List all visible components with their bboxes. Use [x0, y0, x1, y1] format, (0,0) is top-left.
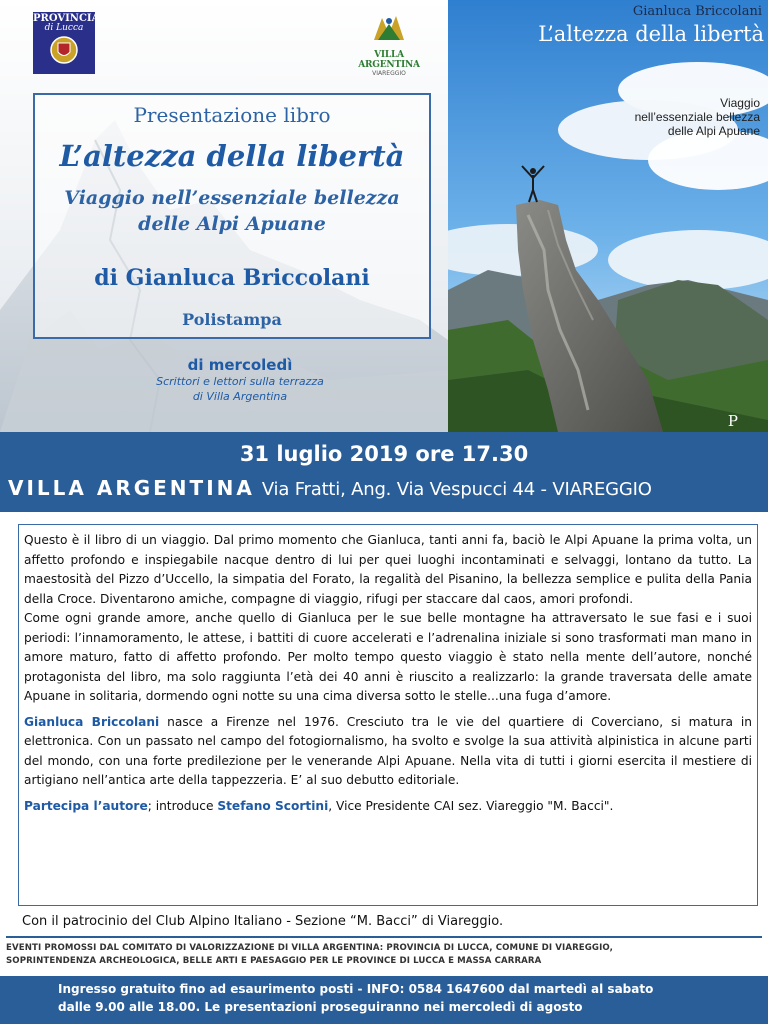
cover-subtitle-line: Viaggio — [720, 96, 760, 110]
event-date-time: 31 luglio 2019 ore 17.30 — [239, 442, 529, 466]
footer-line-1: Ingresso gratuito fino ad esaurimento posti - INFO: 0584 1647600 dal martedì al sabato — [58, 982, 654, 996]
info-footer — [0, 976, 768, 1024]
crest-icon — [49, 35, 79, 65]
book-title: L’altezza della libertà — [59, 139, 405, 173]
organizers-note — [6, 942, 762, 968]
description-box — [18, 524, 758, 906]
provincia-logo-subtitle: di Lucca — [44, 23, 84, 33]
book-author: di Gianluca Briccolani — [94, 265, 370, 291]
cover-subtitle-line: delle Alpi Apuane — [667, 124, 760, 138]
cover-landscape — [448, 0, 768, 432]
book-cover-image — [448, 0, 768, 432]
event-venue — [8, 476, 652, 500]
series-label — [150, 356, 330, 404]
description-paragraph-1: Questo è il libro di un viaggio. Dal primo momento che Gianluca, tanti anni fa, baciò le Alpi Apuane la prima volta, un affetto profondo e inspiegabile nacque dentro di lui per quei luoghi incontaminati e selvaggi, lontano da tutto. La maestosità del Pizzo d’Uccello, la simpatia del Forato, la regalità del Pisanino, la bellezza semplice e pulita della Pania della Croce. Diventarono amiche, compagne di viaggio, rifugi per staccare dal caos, amori profondi. — [24, 533, 752, 606]
participants-line — [24, 797, 752, 817]
villa-logo-title: VILLA ARGENTINA — [358, 50, 420, 70]
book-publisher: Polistampa — [182, 310, 282, 329]
event-title-box — [33, 93, 431, 339]
villa-argentina-logo — [348, 12, 430, 77]
bio-text: nasce a Firenze nel 1976. Cresciuto tra le vie del quartiere di Coverciano, si matura in elettronica. Con un passato nel campo del fotogiornalismo, ha svolto e svolge la sua attività alpinistica in alcune parti del mondo, con una forte predilezione per le venerande Alpi Apuane. Nella vita di tutti i giorni esercita il mestiere di artigiano nell’antica arte della tappezzeria. E’ al suo debutto editoriale. — [24, 714, 752, 787]
book-subtitle-line-1: Viaggio nell’essenziale bellezza — [64, 187, 400, 209]
author-bio — [24, 713, 752, 791]
venue-address: Via Fratti, Ang. Via Vespucci 44 - VIAREGGIO — [261, 479, 652, 500]
divider — [6, 936, 762, 938]
date-venue-banner — [0, 432, 768, 512]
venue-name: VILLA ARGENTINA — [8, 476, 255, 500]
partecipa-label: Partecipa l’autore — [24, 798, 148, 813]
presentation-heading: Presentazione libro — [133, 103, 331, 127]
cover-author: Gianluca Briccolani — [632, 4, 762, 19]
series-line-3: di Villa Argentina — [192, 390, 288, 403]
patronage-note: Con il patrocinio del Club Alpino Italiano - Sezione “M. Bacci” di Viareggio. — [22, 914, 504, 929]
series-line-1: di mercoledì — [187, 356, 293, 374]
book-subtitle-line-2: delle Alpi Apuane — [138, 213, 326, 235]
introducer-name: Stefano Scortini — [217, 798, 329, 813]
villa-emblem-icon — [364, 12, 414, 44]
cover-subtitle — [590, 96, 760, 138]
organizers-line-2: SOPRINTENDENZA ARCHEOLOGICA, BELLE ARTI E PAESAGGIO PER LE PROVINCE DI LUCCA E MASSA CARRARA — [6, 956, 542, 966]
series-line-2: Scrittori e lettori sulla terrazza — [156, 375, 324, 388]
villa-logo-subtitle: VIAREGGIO — [372, 70, 406, 77]
provincia-logo-title: PROVINCIA — [33, 13, 100, 24]
description-paragraph-2: Come ogni grande amore, anche quello di Gianluca per le sue belle montagne ha attraversato le sue fasi e i suoi periodi: l’innamoramento, le attese, i battiti di cuore accelerati e l’adrenalina iniziale si sono trasformati man mano in amore maturo, fatto di affetto profondo. Per molto tempo questo viaggio è stato nella mente dell’autore, nonché protagonista del libro, ma solo raggiunta l’età dei 40 anni è riuscito a realizzarlo: la grande traversata delle amate Apuane in solitaria, dormendo ogni notte su una cima diversa sotto le stelle...una fuga d’amore. — [24, 611, 752, 703]
bio-author-name: Gianluca Briccolani — [24, 714, 160, 729]
partecipa-connector: ; introduce — [147, 798, 218, 813]
provincia-lucca-logo — [33, 12, 100, 74]
footer-line-2: dalle 9.00 alle 18.00. Le presentazioni proseguiranno nei mercoledì di agosto — [58, 1000, 583, 1014]
introducer-role: , Vice Presidente CAI sez. Viareggio "M. Bacci". — [328, 798, 614, 813]
cover-publisher-mark: P — [727, 412, 738, 430]
organizers-line-1: EVENTI PROMOSSI DAL COMITATO DI VALORIZZAZIONE DI VILLA ARGENTINA: PROVINCIA DI LUCCA, COMUNE DI VIAREGGIO, — [6, 943, 613, 953]
cover-subtitle-line: nell’essenziale bellezza — [634, 110, 760, 124]
poster-header — [0, 0, 448, 432]
cover-title: L’altezza della libertà — [538, 22, 764, 46]
book-subtitle — [55, 185, 409, 237]
